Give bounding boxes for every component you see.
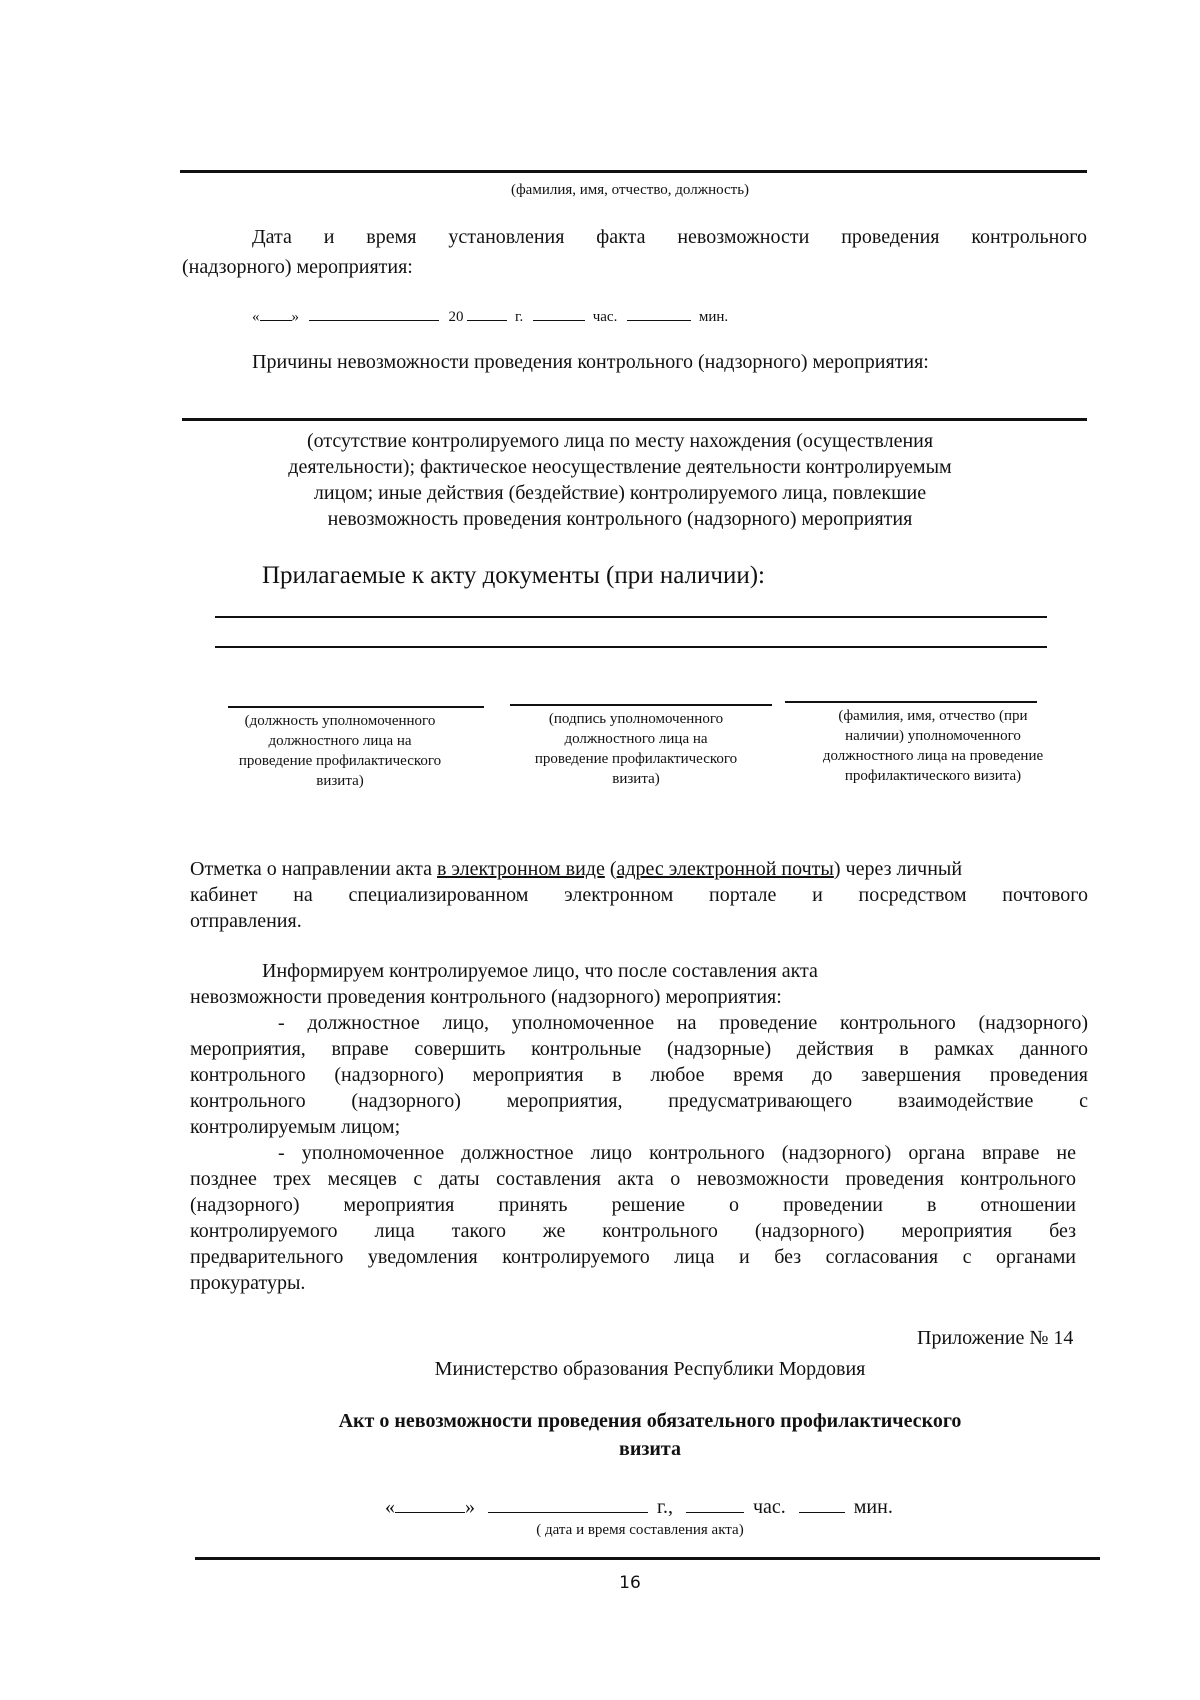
send-note-line1: Отметка о направлении акта в электронном виде (адрес электронной почты) через личный xyxy=(190,858,963,880)
inform-b2-line4: контролируемого лица такого же контрольного (надзорного) мероприятия без xyxy=(190,1220,1076,1242)
date-fill-line: « » 20 г. час. мин. xyxy=(252,304,728,327)
inform-b1-line5: контролируемым лицом; xyxy=(190,1116,401,1138)
appendix-label: Приложение № 14 xyxy=(917,1327,1074,1349)
inform-line2: невозможности проведения контрольного (надзорного) мероприятия: xyxy=(190,986,782,1008)
reasons-caption-4: невозможность проведения контрольного (надзорного) мероприятия xyxy=(327,508,913,530)
send-note-line3: отправления. xyxy=(190,910,302,932)
inform-b1-line2: мероприятия, вправе совершить контрольные (надзорные) действия в рамках данного xyxy=(190,1038,1088,1060)
date-intro-line2: (надзорного) мероприятия: xyxy=(182,256,413,278)
signature-line-signature xyxy=(510,704,772,706)
inform-line1: Информируем контролируемое лицо, что после составления акта xyxy=(262,960,818,982)
reasons-caption-2: деятельности); фактическое неосуществление деятельности контролируемым xyxy=(288,456,952,478)
attached-line-1 xyxy=(215,616,1047,618)
inform-b2-line5: предварительного уведомления контролируемого лица и без согласования с органами xyxy=(190,1246,1076,1268)
email-address-text: адрес электронной почты xyxy=(616,858,834,880)
send-note-line2: кабинет на специализированном электронном портале и посредством почтового xyxy=(190,884,1088,906)
reasons-heading: Причины невозможности проведения контрольного (надзорного) мероприятия: xyxy=(252,351,929,373)
signature-line-position xyxy=(228,706,484,708)
inform-b1-line3: контрольного (надзорного) мероприятия в любое время до завершения проведения xyxy=(190,1064,1088,1086)
inform-b2-line6: прокуратуры. xyxy=(190,1272,306,1294)
inform-b2-line3: (надзорного) мероприятия принять решение о проведении в отношении xyxy=(190,1194,1076,1216)
name-caption: (фамилия, имя, отчество, должность) xyxy=(510,182,750,198)
page-number: 16 xyxy=(619,1573,641,1593)
reasons-line xyxy=(182,418,1087,421)
signature-caption-fullname: (фамилия, имя, отчество (при наличии) уполномоченного должностного лица на проведение профилактического визита) xyxy=(822,708,1044,784)
date-intro-line1: Дата и время установления факта невозможности проведения контрольного xyxy=(252,226,1087,248)
signature-caption-signature: (подпись уполномоченного должностного лица на проведение профилактического визита) xyxy=(534,711,738,787)
reasons-caption-3: лицом; иные действия (бездействие) контролируемого лица, повлекшие xyxy=(313,482,927,504)
inform-b2-line1: - уполномоченное должностное лицо контрольного (надзорного) органа вправе не xyxy=(278,1142,1076,1164)
act-date-fill-line: « » г., час. мин. xyxy=(385,1496,893,1518)
act-date-caption: ( дата и время составления акта) xyxy=(536,1522,744,1538)
inform-b2-line2: позднее трех месяцев с даты составления акта о невозможности проведения контрольного xyxy=(190,1168,1076,1190)
inform-b1-line4: контрольного (надзорного) мероприятия, предусматривающего взаимодействие с xyxy=(190,1090,1088,1112)
attached-line-2 xyxy=(215,646,1047,648)
ministry-name: Министерство образования Республики Мордовия xyxy=(434,1358,866,1380)
act-title-line1: Акт о невозможности проведения обязательного профилактического xyxy=(338,1410,962,1432)
electronic-form-text: в электронном виде xyxy=(436,858,605,880)
signature-caption-position: (должность уполномоченного должностного лица на проведение профилактического визита) xyxy=(238,713,442,789)
reasons-caption-1: (отсутствие контролируемого лица по месту нахождения (осуществления xyxy=(306,430,934,452)
attached-heading: Прилагаемые к акту документы (при наличии): xyxy=(262,562,766,589)
act-title-line2: визита xyxy=(619,1438,681,1460)
name-line xyxy=(180,170,1087,173)
inform-b1-line1: - должностное лицо, уполномоченное на проведение контрольного (надзорного) xyxy=(278,1012,1088,1034)
footer-rule xyxy=(195,1557,1100,1560)
signature-line-fullname xyxy=(785,701,1037,703)
